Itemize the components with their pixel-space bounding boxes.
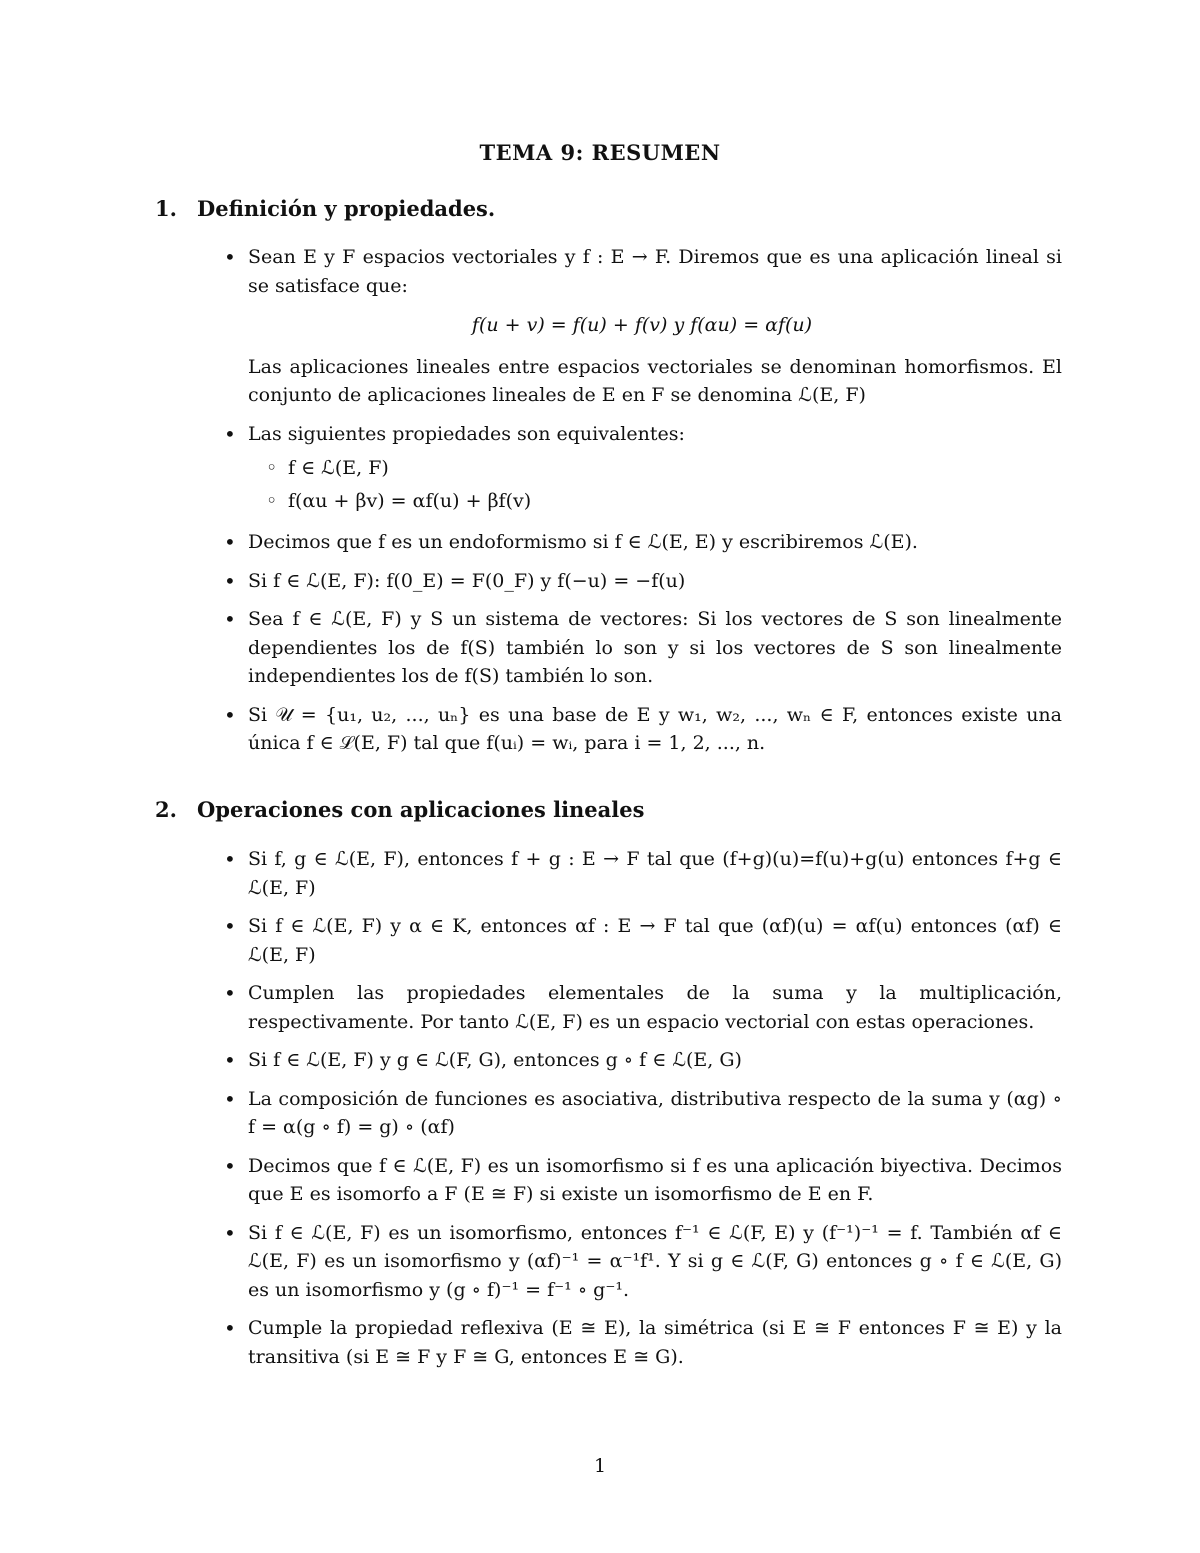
section-number: 1. [155, 196, 177, 221]
list-item: • Decimos que f es un endoformismo si f ∈ ℒ(E, E) y escribiremos ℒ(E). [222, 528, 1062, 557]
list-item: • Si 𝒰 = {u₁, u₂, ..., uₙ} es una base de E y w₁, w₂, ..., wₙ ∈ F, entonces existe una única f ∈ ℒ(E, F) tal que f(uᵢ) = wᵢ, para i = 1, 2, ..., n. [222, 701, 1062, 758]
list-item: • Sea f ∈ ℒ(E, F) y S un sistema de vectores: Si los vectores de S son linealmente dependientes los de f(S) también lo son y si los vectores de S son linealmente independientes los de f(S) también lo son. [222, 605, 1062, 691]
list-item [222, 420, 1062, 519]
item-text: Sean E y F espacios vectoriales y f : E → F. Diremos que es una aplicación lineal si se satisface que: [248, 246, 1062, 297]
sub-list-item: ◦ f ∈ ℒ(E, F) [248, 452, 1062, 485]
section-2-list [222, 845, 1062, 1381]
list-item [222, 243, 1062, 410]
section-1-heading [155, 196, 495, 221]
section-title: Operaciones con aplicaciones lineales [197, 797, 645, 822]
section-2-heading [155, 797, 644, 822]
list-item: • Si f ∈ ℒ(E, F) y g ∈ ℒ(F, G), entonces g ∘ f ∈ ℒ(E, G) [222, 1046, 1062, 1075]
list-item: • Si f ∈ ℒ(E, F) y α ∈ K, entonces αf : E → F tal que (αf)(u) = αf(u) entonces (αf) ∈ ℒ(E, F) [222, 912, 1062, 969]
list-item: • Decimos que f ∈ ℒ(E, F) es un isomorfismo si f es una aplicación biyectiva. Decimos que E es isomorfo a F (E ≅ F) si existe un isomorfismo de E en F. [222, 1152, 1062, 1209]
item-text: Las siguientes propiedades son equivalentes: [248, 422, 685, 445]
list-item: • La composición de funciones es asociativa, distributiva respecto de la suma y (αg) ∘ f = α(g ∘ f) = g) ∘ (αf) [222, 1085, 1062, 1142]
sub-list [248, 452, 1062, 518]
sub-list-item: ◦ f(αu + βv) = αf(u) + βf(v) [248, 485, 1062, 518]
page-number: 1 [593, 1455, 607, 1477]
list-item: • Si f, g ∈ ℒ(E, F), entonces f + g : E → F tal que (f+g)(u)=f(u)+g(u) entonces f+g ∈ ℒ(E, F) [222, 845, 1062, 902]
list-item: • Cumplen las propiedades elementales de la suma y la multiplicación, respectivamente. Por tanto ℒ(E, F) es un espacio vectorial con estas operaciones. [222, 979, 1062, 1036]
section-1-list [222, 243, 1062, 768]
document-title: TEMA 9: RESUMEN [479, 140, 721, 165]
list-item: • Si f ∈ ℒ(E, F) es un isomorfismo, entonces f⁻¹ ∈ ℒ(F, E) y (f⁻¹)⁻¹ = f. También αf ∈ ℒ(E, F) es un isomorfismo y (αf)⁻¹ = α⁻¹f¹. Y si g ∈ ℒ(F, G) entonces g ∘ f ∈ ℒ(E, G) es un isomorfismo y (g ∘ f)⁻¹ = f⁻¹ ∘ g⁻¹. [222, 1219, 1062, 1305]
section-title: Definición y propiedades. [197, 196, 496, 221]
list-item: • Si f ∈ ℒ(E, F): f(0_E) = F(0_F) y f(−u) = −f(u) [222, 567, 1062, 596]
list-item: • Cumple la propiedad reflexiva (E ≅ E), la simétrica (si E ≅ F entonces F ≅ E) y la transitiva (si E ≅ F y F ≅ G, entonces E ≅ G). [222, 1314, 1062, 1371]
section-number: 2. [155, 797, 177, 822]
item-continuation: Las aplicaciones lineales entre espacios vectoriales se denominan homorfismos. El conjunto de aplicaciones lineales de E en F se denomina ℒ(E, F) [248, 355, 1062, 406]
display-equation: f(u + v) = f(u) + f(v) y f(αu) = αf(u) [471, 314, 813, 336]
